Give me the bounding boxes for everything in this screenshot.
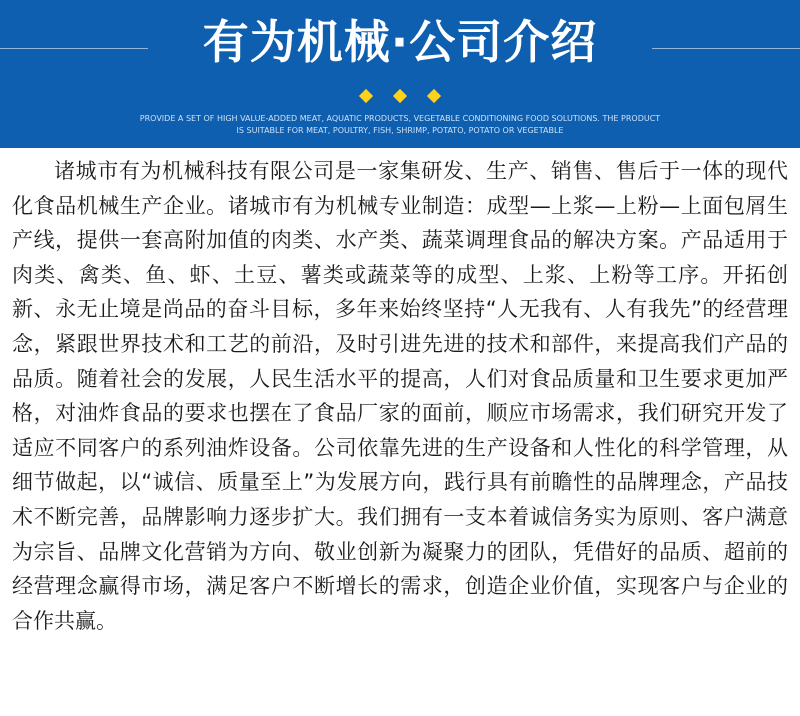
diamond-icon (427, 89, 441, 103)
header-banner (0, 0, 800, 148)
subtitle-line-1: PROVIDE A SET OF HIGH VALUE-ADDED MEAT, AQUATIC PRODUCTS, VEGETABLE CONDITIONING FOOD SOLUTIONS. THE PRODUCT (139, 114, 661, 123)
subtitle-line-2: IS SUITABLE FOR MEAT, POULTRY, FISH, SHRIMP, POTATO, POTATO OR VEGETABLE (236, 126, 564, 135)
page-title: 有为机械·公司介绍 (202, 15, 598, 69)
diamond-icon (359, 89, 373, 103)
diamond-divider (0, 88, 800, 102)
english-subtitle (0, 113, 800, 137)
company-intro (12, 154, 788, 638)
intro-paragraph: 诸城市有为机械科技有限公司是一家集研发、生产、销售、售后于一体的现代化食品机械生产企业。诸城市有为机械专业制造：成型—上浆—上粉—上面包屑生产线，提供一套高附加值的肉类、水产类、蔬菜调理食品的解决方案。产品适用于肉类、禽类、鱼、虾、土豆、薯类或蔬菜等的成型、上浆、上粉等工序。开拓创新、永无止境是尚品的奋斗目标，多年来始终坚持“人无我有、人有我先”的经营理念，紧跟世界技术和工艺的前沿，及时引进先进的技术和部件，来提高我们产品的品质。随着社会的发展，人民生活水平的提高，人们对食品质量和卫生要求更加严格，对油炸食品的要求也摆在了食品厂家的面前，顺应市场需求，我们研究开发了适应不同客户的系列油炸设备。公司依靠先进的生产设备和人性化的科学管理，从细节做起，以“诚信、质量至上”为发展方向，践行具有前瞻性的品牌理念，产品技术不断完善，品牌影响力逐步扩大。我们拥有一支本着诚信务实为原则、客户满意为宗旨、品牌文化营销为方向、敬业创新为凝聚力的团队，凭借好的品质、超前的经营理念赢得市场，满足客户不断增长的需求，创造企业价值，实现客户与企业的合作共赢。 (12, 159, 788, 633)
diamond-icon (393, 89, 407, 103)
